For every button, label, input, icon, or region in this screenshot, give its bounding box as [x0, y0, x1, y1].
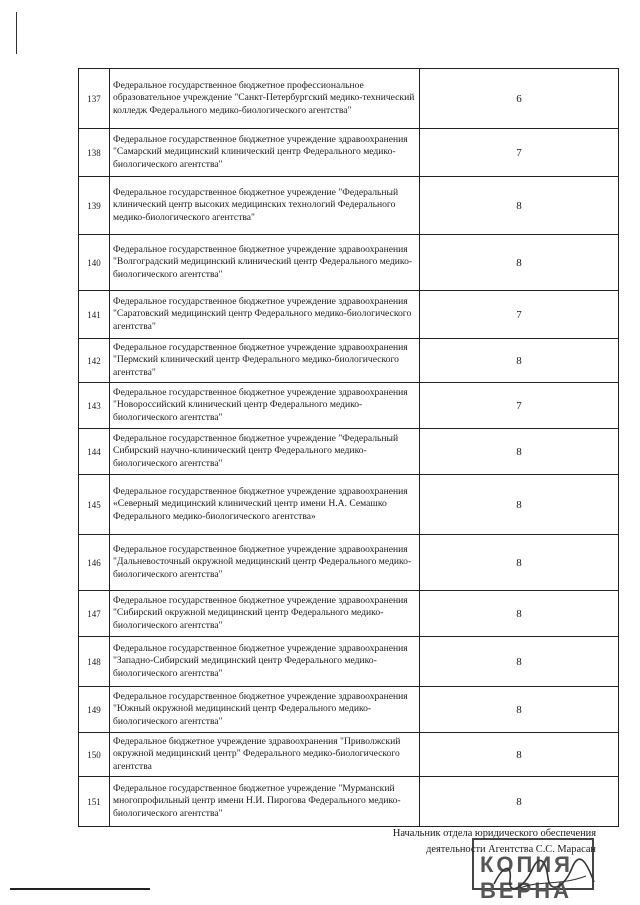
table-row	[79, 535, 619, 591]
table-row	[79, 339, 619, 383]
institution-name: Федеральное государственное бюджетное профессиональное образовательное учреждение "Санкт-Петербургский медико-технический колледж Федерального медико-биологического агентства"	[110, 69, 420, 129]
row-value: 8	[420, 637, 619, 687]
institution-name: Федеральное государственное бюджетное учреждение здравоохранения "Саратовский медицинский центр Федерального медико-биологического агентства"	[110, 291, 420, 339]
institution-name: Федеральное государственное бюджетное учреждение "Федеральный клинический центр высоких медицинских технологий Федерального медико-биологического агентства"	[110, 177, 420, 235]
registry-table	[78, 68, 619, 827]
signature-block	[393, 826, 596, 858]
row-number: 145	[79, 475, 110, 535]
institution-name: Федеральное государственное бюджетное учреждение здравоохранения "Волгоградский медицинский клинический центр Федерального медико-биологического агентства"	[110, 235, 420, 291]
table-row	[79, 177, 619, 235]
institution-name: Федеральное государственное бюджетное учреждение "Мурманский многопрофильный центр имени Н.И. Пирогова Федерального медико-биологического агентства"	[110, 777, 420, 827]
row-value: 8	[420, 429, 619, 475]
table-row	[79, 429, 619, 475]
signature-icon	[490, 858, 600, 892]
margin-line	[16, 12, 17, 54]
row-value: 8	[420, 687, 619, 733]
row-value: 7	[420, 129, 619, 177]
row-number: 143	[79, 383, 110, 429]
institution-name: Федеральное государственное бюджетное учреждение здравоохранения "Пермский клинический центр Федерального медико-биологического агентства"	[110, 339, 420, 383]
table-row	[79, 291, 619, 339]
row-number: 142	[79, 339, 110, 383]
table-row	[79, 475, 619, 535]
institution-name: Федеральное государственное бюджетное учреждение "Федеральный Сибирский научно-клинический центр Федерального медико-биологического агентства"	[110, 429, 420, 475]
row-number: 137	[79, 69, 110, 129]
row-number: 149	[79, 687, 110, 733]
row-value: 8	[420, 733, 619, 777]
institution-name: Федеральное государственное бюджетное учреждение здравоохранения "Самарский медицинский клинический центр Федерального медико-биологического агентства"	[110, 129, 420, 177]
row-value: 6	[420, 69, 619, 129]
signatory-title: Начальник отдела юридического обеспечения	[392, 828, 596, 839]
row-value: 8	[420, 591, 619, 637]
table-row	[79, 235, 619, 291]
institution-name: Федеральное бюджетное учреждение здравоохранения "Приволжский окружной медицинский центр" Федерального медико-биологического агентства	[110, 733, 420, 777]
row-number: 139	[79, 177, 110, 235]
table-row	[79, 129, 619, 177]
stamp-text: КОПИЯ ВЕРНА	[480, 852, 573, 903]
row-value: 8	[420, 777, 619, 827]
row-value: 8	[420, 235, 619, 291]
row-value: 8	[420, 339, 619, 383]
row-number: 138	[79, 129, 110, 177]
table-row	[79, 383, 619, 429]
bottom-line	[10, 888, 150, 890]
table-row	[79, 637, 619, 687]
row-number: 144	[79, 429, 110, 475]
row-number: 141	[79, 291, 110, 339]
row-number: 146	[79, 535, 110, 591]
row-number: 150	[79, 733, 110, 777]
institution-name: Федеральное государственное бюджетное учреждение здравоохранения "Новороссийский клинический центр Федерального медико-биологического агентства"	[110, 383, 420, 429]
signatory-name: деятельности Агентства С.С. Марасан	[426, 844, 596, 855]
row-number: 151	[79, 777, 110, 827]
row-value: 7	[420, 291, 619, 339]
row-value: 8	[420, 475, 619, 535]
institution-name: Федеральное государственное бюджетное учреждение здравоохранения «Северный медицинский клинический центр имени Н.А. Семашко Федерального медико-биологического агентства»	[110, 475, 420, 535]
row-value: 7	[420, 383, 619, 429]
institution-name: Федеральное государственное бюджетное учреждение здравоохранения "Сибирский окружной медицинский центр Федерального медико-биологического агентства"	[110, 591, 420, 637]
institution-name: Федеральное государственное бюджетное учреждение здравоохранения "Дальневосточный окружной медицинский центр Федерального медико-биологического агентства"	[110, 535, 420, 591]
institution-name: Федеральное государственное бюджетное учреждение здравоохранения "Южный окружной медицинский центр Федерального медико-биологического агентства"	[110, 687, 420, 733]
table-row	[79, 777, 619, 827]
row-value: 8	[420, 535, 619, 591]
table-row	[79, 591, 619, 637]
table-row	[79, 69, 619, 129]
row-number: 148	[79, 637, 110, 687]
row-number: 140	[79, 235, 110, 291]
row-number: 147	[79, 591, 110, 637]
registry-table-body	[79, 69, 619, 827]
table-row	[79, 687, 619, 733]
institution-name: Федеральное государственное бюджетное учреждение здравоохранения "Западно-Сибирский медицинский центр Федерального медико-биологического агентства"	[110, 637, 420, 687]
row-value: 8	[420, 177, 619, 235]
table-row	[79, 733, 619, 777]
